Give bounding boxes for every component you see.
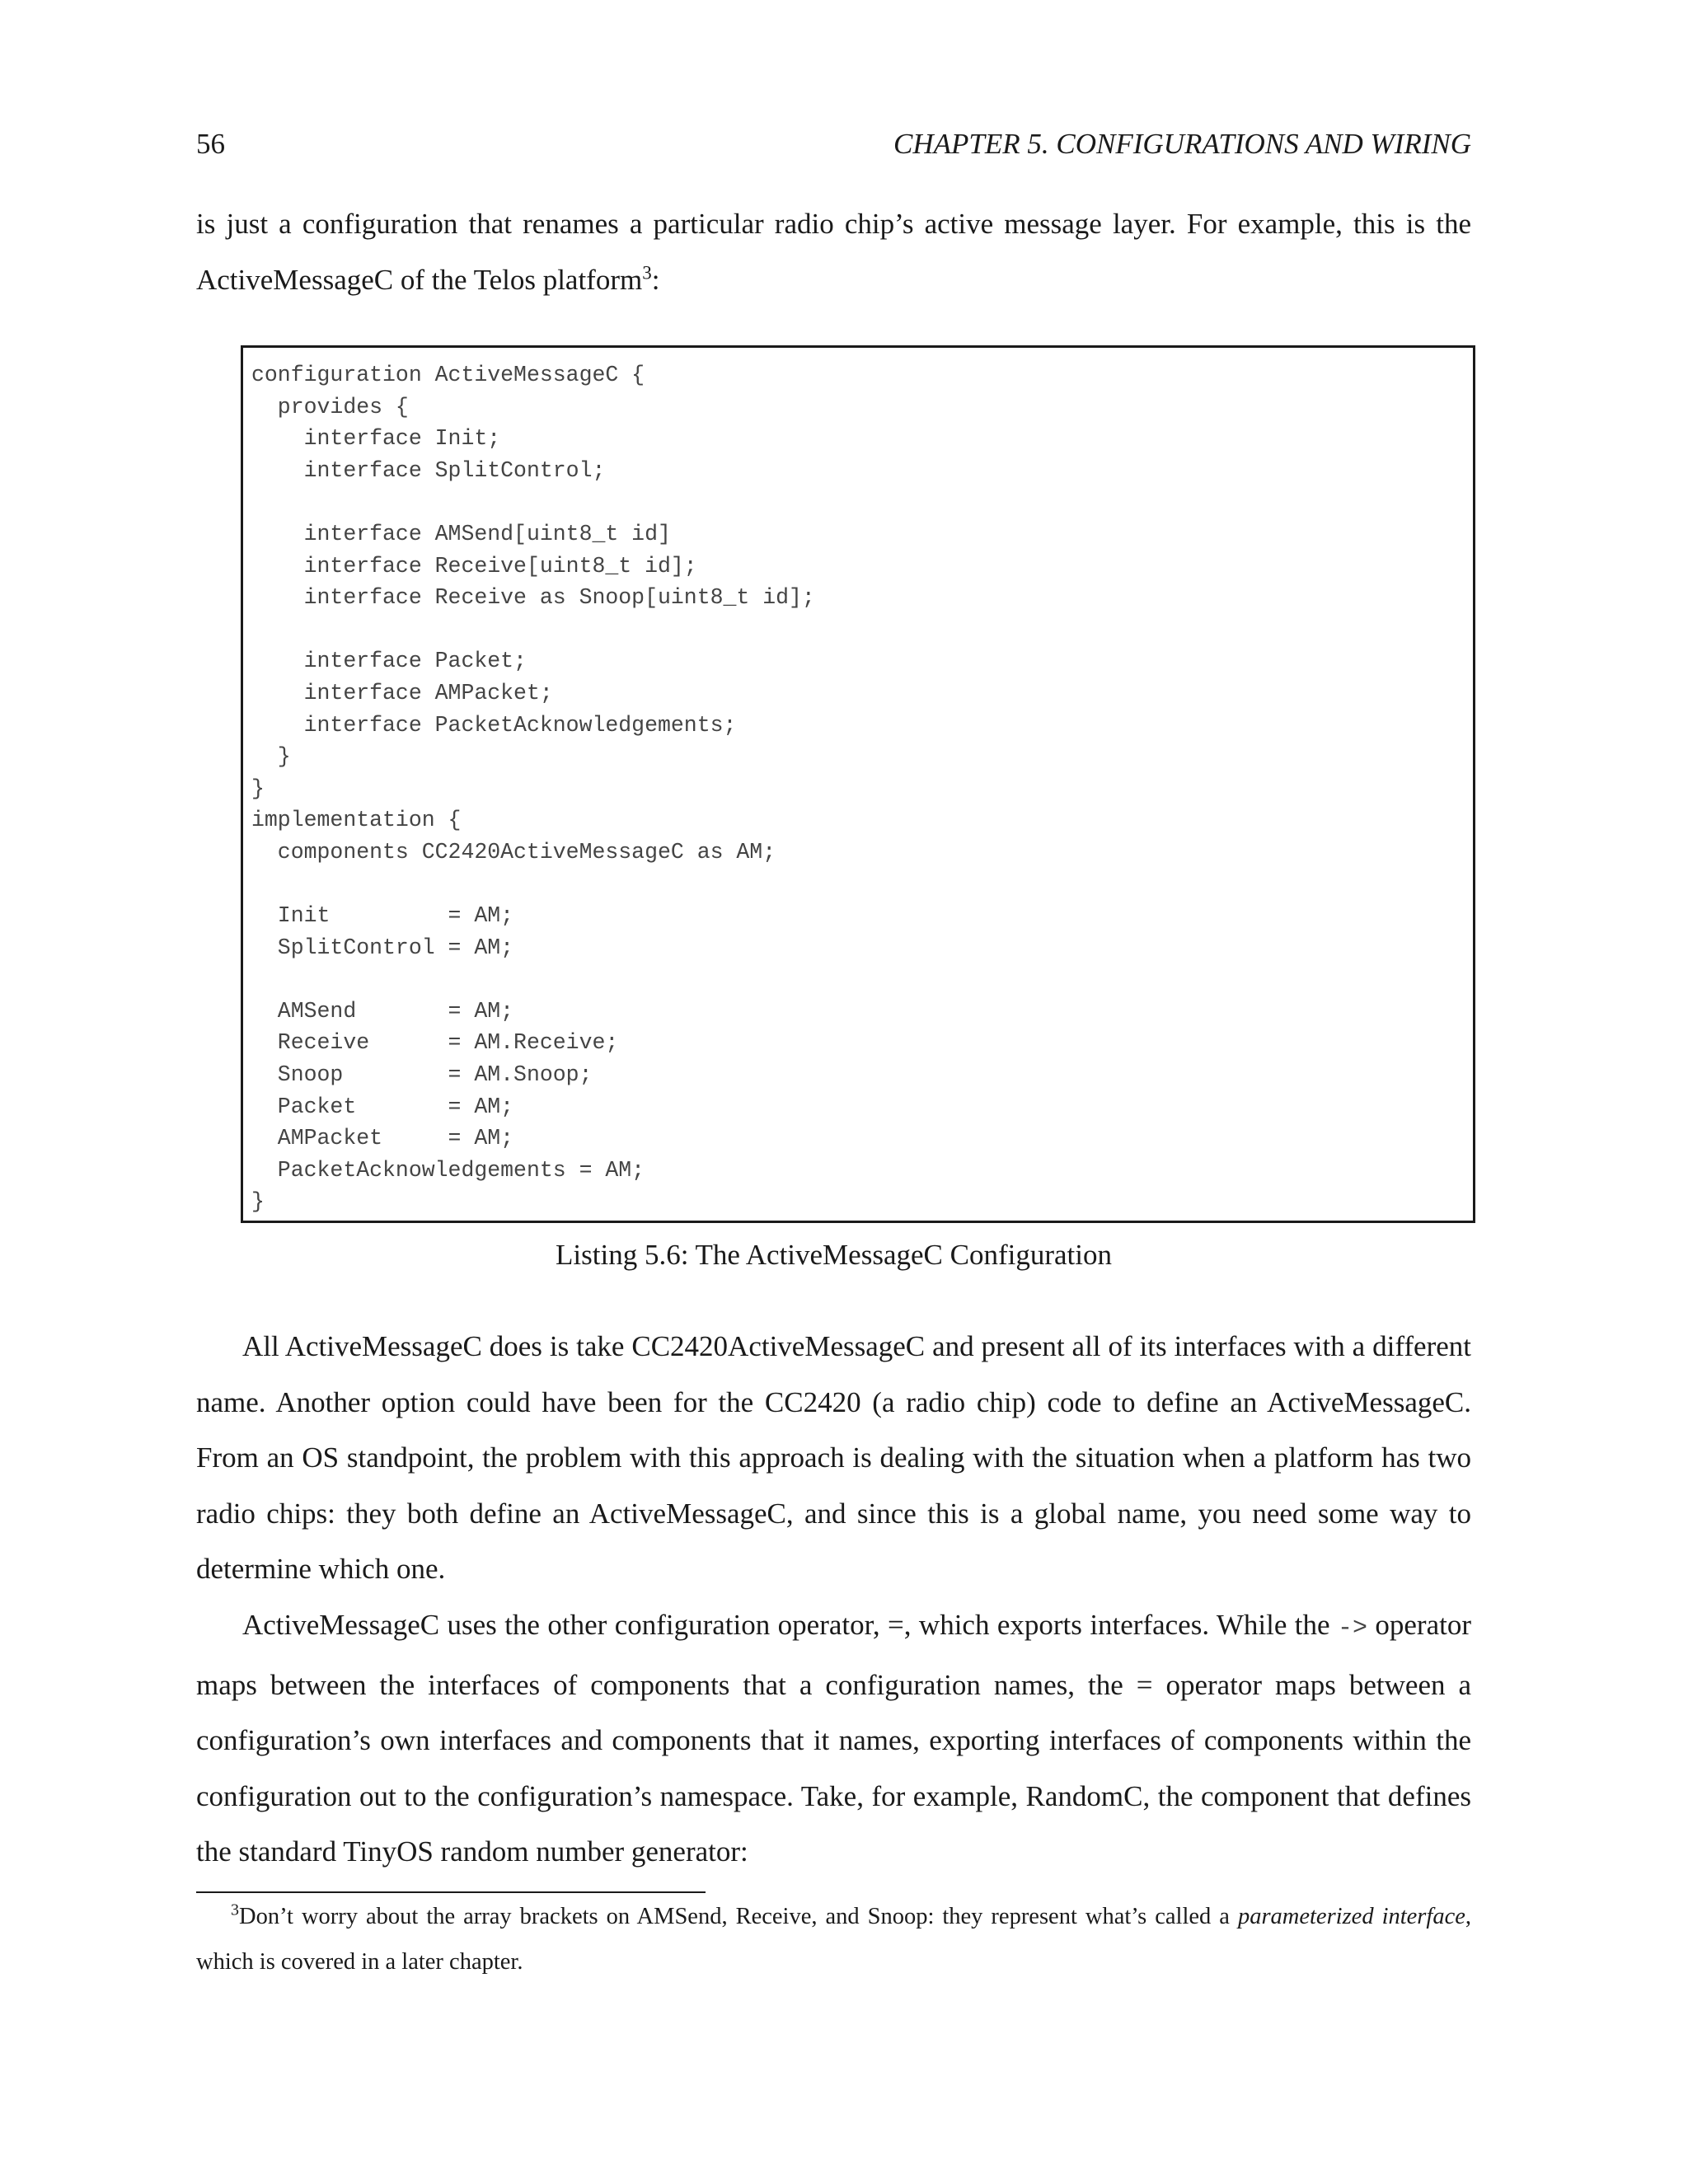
footnote-ref: 3 [642,261,652,283]
page-number: 56 [196,128,225,160]
footnote-text-a: Don’t worry about the array brackets on AMSend, Receive, and Snoop: they represent what’s called a [239,1904,1238,1929]
paragraph-2 [196,1597,1471,1880]
paragraph-1: All ActiveMessageC does is take CC2420ActiveMessageC and present all of its interfaces with a different name. Another option could have been for the CC2420 (a radio chip) code to define an ActiveMessageC. From an OS standpoint, the problem with this approach is dealing with the situation when a platform has two radio chips: they both define an ActiveMessageC, and since this is a global name, you need some way to determine which one. [196,1330,1471,1585]
code-listing [241,345,1475,1223]
intro-text: is just a configuration that renames a particular radio chip’s active message layer. For example, this is the ActiveMessageC of the Telos platform [196,208,1471,296]
footnote-text-b: , which is covered in a later chapter. [196,1904,1471,1975]
intro-paragraph [196,196,1471,307]
footnote-mark: 3 [231,1900,239,1919]
running-head [196,128,1471,164]
arrow-operator: -> [1337,1615,1367,1643]
listing-caption: Listing 5.6: The ActiveMessageC Configuration [556,1239,1112,1271]
chapter-title: CHAPTER 5. CONFIGURATIONS AND WIRING [893,128,1471,160]
code-block: configuration ActiveMessageC { provides { interface Init; interface SplitControl; interface AMSend[uint8_t id] interface Receive[uint8_t id]; interface Receive as Snoop[uint8_t id]; interface Packet; interface AMPacket; interface PacketAcknowledgements; } } implementation { components CC2420ActiveMessageC as AM; Init = AM; SplitControl = AM; AMSend = AM; Receive = AM.Receive; Snoop = AM.Snoop; Packet = AM; AMPacket = AM; PacketAcknowledgements = AM; } [251,363,815,1215]
paragraph-2-text-a: ActiveMessageC uses the other configuration operator, =, which exports interfaces. While the [242,1609,1338,1641]
footnote-rule [196,1891,706,1893]
footnote [196,1894,1471,1985]
intro-end: : [651,263,660,296]
footnote-emphasis: parameterized interface [1237,1904,1465,1929]
paragraph-2-text-b: operator maps between the interfaces of components that a configuration names, the = operator maps between a configuration’s own interfaces and components that it names, exporting interfaces of components within the configuration out to the configuration’s namespace. Take, for example, RandomC, the component that defines the standard TinyOS random number generator: [196,1609,1471,1868]
